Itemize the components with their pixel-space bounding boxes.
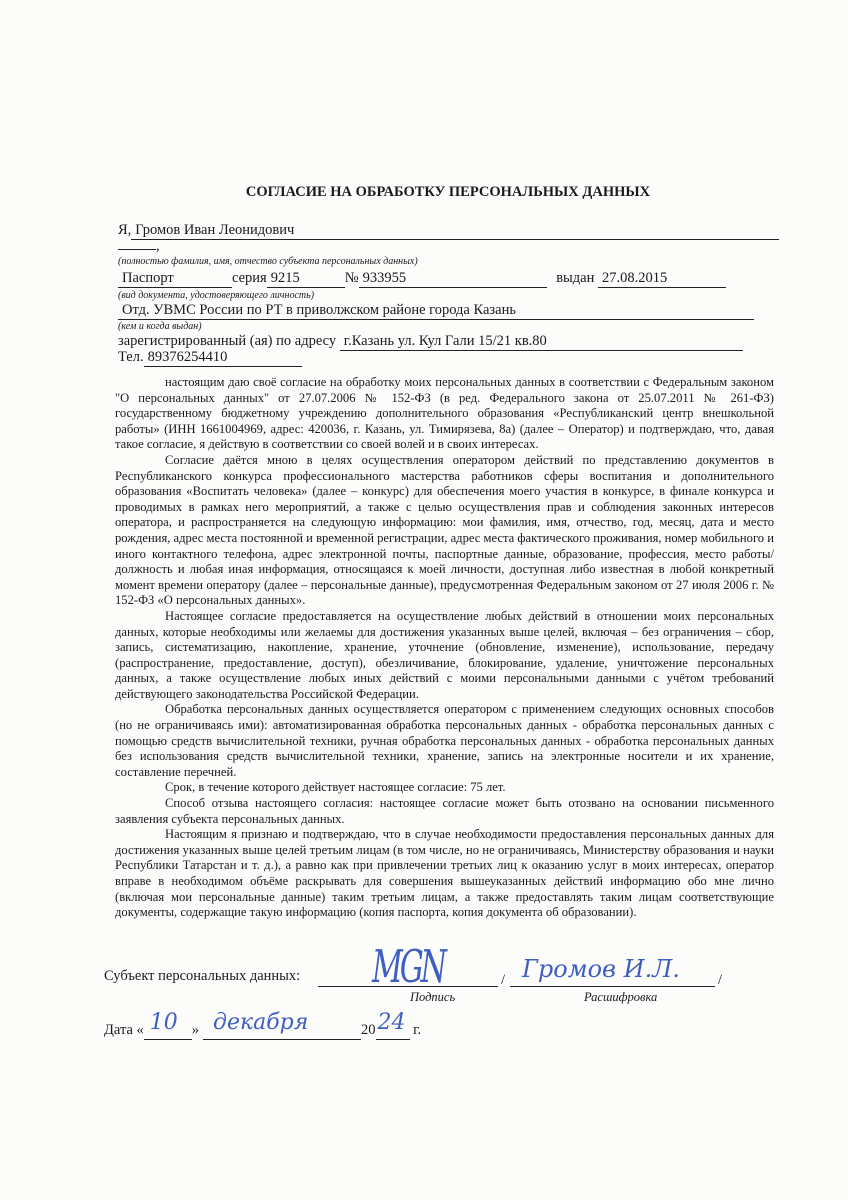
doc-type-field[interactable]: Паспорт — [118, 270, 232, 288]
year-field[interactable] — [376, 1010, 410, 1040]
paragraph: Обработка персональных данных осуществляется оператором с применением следующих основных способов (но не ограничиваясь ими): автоматизированная обработка персональных данных - обработка персональных данных с помощью средств вычислительной техники, ручная обработка персональных данных - обработка персональных данных без использования средств вычислительной техники, хранение, запись на электронные носители и их хранение, составление перечней. — [115, 702, 774, 779]
date-row — [104, 1010, 422, 1040]
decoding-line — [510, 986, 715, 987]
name-row — [118, 222, 779, 240]
full-name-field[interactable]: Громов Иван Леонидович — [131, 222, 779, 240]
month-value: декабря — [213, 1010, 309, 1035]
paragraph: настоящим даю своё согласие на обработку моих персональных данных в соответствии с Федеральным законом "О персональных данных" от 27.07.2006 № 152-ФЗ (в ред. Федерального закона от 25.07.2011 № 261-ФЗ) государственному бюджетному учреждению дополнительного образования «Республиканский центр внешкольной работы» (ИНН 1661004969, адрес: 420036, г. Казань, ул. Тимирязева, 8а) (далее – Оператор) и подтверждаю, что, давая такое согласие, я действую в соответствии со своей волей и в своих интересах. — [115, 375, 774, 452]
passport-row — [118, 270, 726, 288]
address-field[interactable]: г.Казань ул. Кул Гали 15/21 кв.80 — [340, 333, 743, 351]
date-label: Дата « — [104, 1022, 144, 1038]
slash: / — [718, 972, 723, 988]
signature-caption: Подпись — [410, 990, 456, 1004]
close-quote: » — [191, 1022, 200, 1038]
slash: / — [501, 972, 506, 988]
day-field[interactable] — [144, 1010, 192, 1040]
month-field[interactable] — [203, 1010, 361, 1040]
prefix: Я, — [118, 222, 132, 238]
number-label: № — [344, 270, 359, 286]
series-label: серия — [232, 270, 267, 286]
year-suffix: г. — [413, 1022, 422, 1038]
number-field[interactable]: 933955 — [359, 270, 547, 288]
paragraph: Настоящее согласие предоставляется на осуществление любых действий в отношении моих персональных данных, которые необходимы или желаемы для достижения указанных выше целей, включая – без ограничения – сбор, запись, систематизацию, накопление, хранение, уточнение (обновление, изменение), использование, передачу (распространение, предоставление, доступ), обезличивание, блокирование, удаление, уничтожение персональных данных, а также осуществление любых иных действий с моими персональными данными с учётом требований действующего законодательства Российской Федерации. — [115, 608, 774, 701]
subject-signature-label: Субъект персональных данных: — [104, 968, 301, 984]
paragraph: Настоящим я признаю и подтверждаю, что в случае необходимости предоставления персональных данных для достижения указанных выше целей третьим лицам (в том числе, но не ограничиваясь, Министерству образования и науки Республики Татарстан и т. д.), а равно как при привлечении третьих лиц к оказанию услуг в моих интересах, оператор вправе в необходимом объёме раскрывать для совершения вышеуказанных действий информацию обо мне лично (включая мои персональные данные) таким третьим лицам, а также предоставлять таким лицам соответствующие документы, содержащие такую информацию (копия паспорта, копия документа об образовании). — [115, 827, 774, 920]
phone-field[interactable]: 89376254410 — [144, 349, 302, 367]
consent-body — [115, 375, 774, 921]
year-value: 24 — [377, 1010, 406, 1035]
name-caption: (полностью фамилия, имя, отчество субъекта персональных данных) — [118, 256, 418, 267]
handwritten-signature: MGN — [372, 941, 444, 994]
century: 20 — [361, 1022, 376, 1038]
blank-line — [118, 249, 156, 250]
doc-caption: (вид документа, удостоверяющего личность) — [118, 290, 315, 301]
issued-date-field[interactable]: 27.08.2015 — [598, 270, 726, 288]
issued-by-field[interactable]: Отд. УВМС России по РТ в приволжском районе города Казань — [118, 302, 754, 320]
day-value: 10 — [149, 1010, 178, 1035]
issued-caption: (кем и когда выдан) — [118, 321, 202, 332]
phone-label: Тел. — [118, 349, 144, 365]
series-field[interactable]: 9215 — [267, 270, 345, 288]
handwritten-decoding: Громов И.Л. — [522, 955, 680, 983]
issued-label: выдан — [556, 270, 595, 286]
document-title: СОГЛАСИЕ НА ОБРАБОТКУ ПЕРСОНАЛЬНЫХ ДАННЫХ — [245, 184, 651, 200]
paragraph: Срок, в течение которого действует настоящее согласие: 75 лет. — [165, 780, 506, 795]
paragraph: Согласие даётся мною в целях осуществления оператором действий по представлению документов в Республиканского конкурса профессионального мастерства работников сферы воспитания и дополнительного образования «Воспитать человека» (далее – конкурс) для обеспечения моего участия в конкурсе, в финале конкурса и проводимых в рамках него мероприятий, а также с целью осуществления прав и соблюдения законных интересов оператора, и распространяется на следующую информацию: мои фамилия, имя, отчество, год, месяц, дата и место рождения, адрес места постоянной и временной регистрации, адрес места фактического проживания, номер мобильного и иного контактного телефона, адрес электронной почты, паспортные данные, образование, профессия, место работы/должность и любая иная информация, относящаяся к моей личности, доступная либо известная в любой конкретный момент времени оператору (далее – персональные данные), предусмотренная Федеральным законом от 27 июля 2006 г. № 152-ФЗ «О персональных данных». — [115, 452, 774, 608]
paragraph: Способ отзыва настоящего согласия: настоящее согласие может быть отозвано на основании письменного заявления субъекта персональных данных. — [115, 796, 774, 826]
name-comma-row — [118, 238, 160, 255]
address-label: зарегистрированный (ая) по адресу — [118, 333, 337, 349]
comma: , — [156, 238, 160, 254]
decoding-caption: Расшифровка — [584, 990, 658, 1004]
phone-row — [118, 349, 302, 367]
